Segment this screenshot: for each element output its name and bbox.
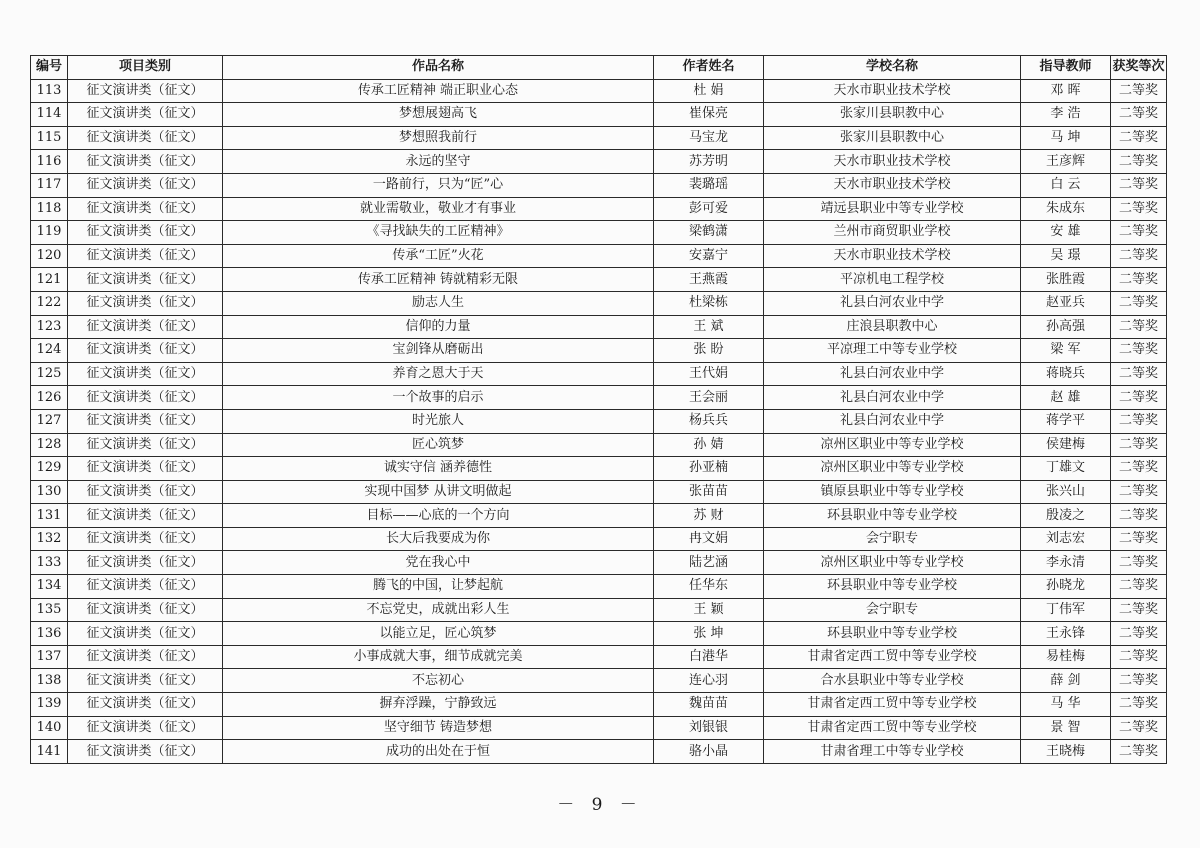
cell-teacher: 赵 雄 <box>1021 386 1111 410</box>
header-category: 项目类别 <box>68 56 223 80</box>
cell-author: 连心羽 <box>654 669 764 693</box>
cell-number: 133 <box>31 551 68 575</box>
cell-category: 征文演讲类（征文） <box>68 716 223 740</box>
cell-category: 征文演讲类（征文） <box>68 79 223 103</box>
cell-author: 白港华 <box>654 645 764 669</box>
cell-work-title: 以能立足，匠心筑梦 <box>223 622 654 646</box>
cell-award: 二等奖 <box>1111 740 1167 764</box>
cell-author: 冉文娟 <box>654 527 764 551</box>
cell-category: 征文演讲类（征文） <box>68 126 223 150</box>
cell-category: 征文演讲类（征文） <box>68 527 223 551</box>
cell-award: 二等奖 <box>1111 409 1167 433</box>
cell-teacher: 丁雄文 <box>1021 457 1111 481</box>
table-row <box>31 480 1167 504</box>
cell-award: 二等奖 <box>1111 386 1167 410</box>
table-row <box>31 221 1167 245</box>
cell-author: 王会丽 <box>654 386 764 410</box>
cell-category: 征文演讲类（征文） <box>68 409 223 433</box>
cell-category: 征文演讲类（征文） <box>68 291 223 315</box>
cell-author: 张 坤 <box>654 622 764 646</box>
cell-number: 113 <box>31 79 68 103</box>
cell-school: 天水市职业技术学校 <box>764 79 1021 103</box>
cell-number: 124 <box>31 339 68 363</box>
cell-school: 甘肃省定西工贸中等专业学校 <box>764 645 1021 669</box>
cell-teacher: 安 雄 <box>1021 221 1111 245</box>
cell-number: 140 <box>31 716 68 740</box>
header-award: 获奖等次 <box>1111 56 1167 80</box>
cell-author: 裴璐瑶 <box>654 173 764 197</box>
cell-award: 二等奖 <box>1111 221 1167 245</box>
cell-school: 天水市职业技术学校 <box>764 150 1021 174</box>
cell-school: 兰州市商贸职业学校 <box>764 221 1021 245</box>
awards-table <box>30 55 1167 764</box>
cell-author: 杜 娟 <box>654 79 764 103</box>
cell-author: 任华东 <box>654 575 764 599</box>
cell-school: 合水县职业中等专业学校 <box>764 669 1021 693</box>
cell-work-title: 不忘初心 <box>223 669 654 693</box>
cell-award: 二等奖 <box>1111 291 1167 315</box>
cell-author: 孙 婧 <box>654 433 764 457</box>
cell-school: 凉州区职业中等专业学校 <box>764 551 1021 575</box>
cell-work-title: 长大后我要成为你 <box>223 527 654 551</box>
cell-school: 平凉机电工程学校 <box>764 268 1021 292</box>
cell-award: 二等奖 <box>1111 362 1167 386</box>
cell-work-title: 宝剑锋从磨砺出 <box>223 339 654 363</box>
cell-work-title: 党在我心中 <box>223 551 654 575</box>
cell-work-title: 腾飞的中国，让梦起航 <box>223 575 654 599</box>
cell-school: 会宁职专 <box>764 527 1021 551</box>
table-row <box>31 126 1167 150</box>
cell-author: 王 颖 <box>654 598 764 622</box>
cell-teacher: 马 华 <box>1021 693 1111 717</box>
cell-award: 二等奖 <box>1111 268 1167 292</box>
table-row <box>31 433 1167 457</box>
cell-teacher: 薛 剑 <box>1021 669 1111 693</box>
table-row <box>31 315 1167 339</box>
cell-teacher: 白 云 <box>1021 173 1111 197</box>
cell-number: 129 <box>31 457 68 481</box>
cell-award: 二等奖 <box>1111 527 1167 551</box>
cell-award: 二等奖 <box>1111 339 1167 363</box>
cell-work-title: 匠心筑梦 <box>223 433 654 457</box>
table-row <box>31 103 1167 127</box>
cell-teacher: 殷凌之 <box>1021 504 1111 528</box>
cell-number: 132 <box>31 527 68 551</box>
cell-work-title: 传承工匠精神 端正职业心态 <box>223 79 654 103</box>
cell-teacher: 孙晓龙 <box>1021 575 1111 599</box>
cell-work-title: 诚实守信 涵养德性 <box>223 457 654 481</box>
cell-category: 征文演讲类（征文） <box>68 504 223 528</box>
cell-category: 征文演讲类（征文） <box>68 386 223 410</box>
cell-teacher: 马 坤 <box>1021 126 1111 150</box>
cell-category: 征文演讲类（征文） <box>68 150 223 174</box>
cell-work-title: 梦想照我前行 <box>223 126 654 150</box>
cell-number: 127 <box>31 409 68 433</box>
cell-number: 117 <box>31 173 68 197</box>
cell-author: 陆艺涵 <box>654 551 764 575</box>
cell-teacher: 王永锋 <box>1021 622 1111 646</box>
cell-teacher: 孙高强 <box>1021 315 1111 339</box>
cell-work-title: 养育之恩大于天 <box>223 362 654 386</box>
cell-author: 张苗苗 <box>654 480 764 504</box>
cell-category: 征文演讲类（征文） <box>68 669 223 693</box>
cell-number: 118 <box>31 197 68 221</box>
cell-award: 二等奖 <box>1111 504 1167 528</box>
cell-teacher: 张胜霞 <box>1021 268 1111 292</box>
cell-work-title: 目标——心底的一个方向 <box>223 504 654 528</box>
header-teacher: 指导教师 <box>1021 56 1111 80</box>
cell-school: 礼县白河农业中学 <box>764 362 1021 386</box>
cell-work-title: 传承工匠精神 铸就精彩无限 <box>223 268 654 292</box>
cell-category: 征文演讲类（征文） <box>68 740 223 764</box>
cell-number: 126 <box>31 386 68 410</box>
table-row <box>31 740 1167 764</box>
cell-category: 征文演讲类（征文） <box>68 693 223 717</box>
cell-school: 镇原县职业中等专业学校 <box>764 480 1021 504</box>
cell-school: 礼县白河农业中学 <box>764 291 1021 315</box>
table-row <box>31 527 1167 551</box>
cell-school: 甘肃省定西工贸中等专业学校 <box>764 716 1021 740</box>
cell-number: 121 <box>31 268 68 292</box>
cell-school: 环县职业中等专业学校 <box>764 575 1021 599</box>
cell-category: 征文演讲类（征文） <box>68 103 223 127</box>
cell-category: 征文演讲类（征文） <box>68 339 223 363</box>
table-row <box>31 645 1167 669</box>
cell-work-title: 就业需敬业，敬业才有事业 <box>223 197 654 221</box>
table-row <box>31 716 1167 740</box>
table-row <box>31 693 1167 717</box>
cell-number: 137 <box>31 645 68 669</box>
cell-teacher: 李 浩 <box>1021 103 1111 127</box>
cell-author: 杨兵兵 <box>654 409 764 433</box>
cell-school: 会宁职专 <box>764 598 1021 622</box>
cell-author: 彭可爱 <box>654 197 764 221</box>
cell-number: 130 <box>31 480 68 504</box>
table-row <box>31 79 1167 103</box>
cell-school: 礼县白河农业中学 <box>764 409 1021 433</box>
table-row <box>31 504 1167 528</box>
cell-category: 征文演讲类（征文） <box>68 645 223 669</box>
table-row <box>31 622 1167 646</box>
table-row <box>31 197 1167 221</box>
cell-author: 杜梁栋 <box>654 291 764 315</box>
cell-number: 128 <box>31 433 68 457</box>
cell-teacher: 蒋学平 <box>1021 409 1111 433</box>
cell-author: 安嘉宁 <box>654 244 764 268</box>
cell-work-title: 摒弃浮躁，宁静致远 <box>223 693 654 717</box>
table-row <box>31 409 1167 433</box>
cell-number: 116 <box>31 150 68 174</box>
cell-number: 138 <box>31 669 68 693</box>
cell-school: 张家川县职教中心 <box>764 126 1021 150</box>
cell-category: 征文演讲类（征文） <box>68 221 223 245</box>
cell-author: 魏苗苗 <box>654 693 764 717</box>
cell-work-title: 励志人生 <box>223 291 654 315</box>
cell-award: 二等奖 <box>1111 598 1167 622</box>
cell-number: 139 <box>31 693 68 717</box>
cell-teacher: 梁 军 <box>1021 339 1111 363</box>
table-row <box>31 457 1167 481</box>
cell-school: 张家川县职教中心 <box>764 103 1021 127</box>
cell-teacher: 赵亚兵 <box>1021 291 1111 315</box>
cell-author: 苏芳明 <box>654 150 764 174</box>
cell-category: 征文演讲类（征文） <box>68 622 223 646</box>
cell-number: 119 <box>31 221 68 245</box>
cell-school: 礼县白河农业中学 <box>764 386 1021 410</box>
cell-author: 苏 财 <box>654 504 764 528</box>
cell-teacher: 易桂梅 <box>1021 645 1111 669</box>
table-row <box>31 244 1167 268</box>
cell-award: 二等奖 <box>1111 433 1167 457</box>
cell-author: 梁鹤潇 <box>654 221 764 245</box>
table-row <box>31 291 1167 315</box>
cell-teacher: 李永清 <box>1021 551 1111 575</box>
cell-number: 115 <box>31 126 68 150</box>
cell-category: 征文演讲类（征文） <box>68 433 223 457</box>
cell-number: 123 <box>31 315 68 339</box>
cell-award: 二等奖 <box>1111 575 1167 599</box>
table-row <box>31 150 1167 174</box>
cell-author: 王代娟 <box>654 362 764 386</box>
cell-author: 崔保亮 <box>654 103 764 127</box>
cell-award: 二等奖 <box>1111 551 1167 575</box>
cell-work-title: 小事成就大事，细节成就完美 <box>223 645 654 669</box>
cell-number: 120 <box>31 244 68 268</box>
table-row <box>31 575 1167 599</box>
cell-work-title: 信仰的力量 <box>223 315 654 339</box>
header-work-title: 作品名称 <box>223 56 654 80</box>
cell-teacher: 景 智 <box>1021 716 1111 740</box>
cell-category: 征文演讲类（征文） <box>68 457 223 481</box>
cell-category: 征文演讲类（征文） <box>68 575 223 599</box>
cell-work-title: 传承“工匠”火花 <box>223 244 654 268</box>
cell-number: 114 <box>31 103 68 127</box>
cell-number: 136 <box>31 622 68 646</box>
header-school: 学校名称 <box>764 56 1021 80</box>
cell-school: 环县职业中等专业学校 <box>764 622 1021 646</box>
cell-category: 征文演讲类（征文） <box>68 598 223 622</box>
cell-school: 平凉理工中等专业学校 <box>764 339 1021 363</box>
cell-work-title: 成功的出处在于恒 <box>223 740 654 764</box>
cell-teacher: 王晓梅 <box>1021 740 1111 764</box>
cell-author: 马宝龙 <box>654 126 764 150</box>
table-row <box>31 551 1167 575</box>
cell-category: 征文演讲类（征文） <box>68 480 223 504</box>
cell-work-title: 一个故事的启示 <box>223 386 654 410</box>
cell-award: 二等奖 <box>1111 669 1167 693</box>
cell-number: 134 <box>31 575 68 599</box>
cell-category: 征文演讲类（征文） <box>68 551 223 575</box>
table-body <box>31 79 1167 763</box>
table-row <box>31 598 1167 622</box>
cell-author: 刘银银 <box>654 716 764 740</box>
cell-work-title: 一路前行，只为“匠”心 <box>223 173 654 197</box>
cell-award: 二等奖 <box>1111 244 1167 268</box>
cell-teacher: 侯建梅 <box>1021 433 1111 457</box>
table-row <box>31 386 1167 410</box>
cell-category: 征文演讲类（征文） <box>68 197 223 221</box>
cell-author: 王 斌 <box>654 315 764 339</box>
cell-school: 庄浪县职教中心 <box>764 315 1021 339</box>
cell-award: 二等奖 <box>1111 716 1167 740</box>
cell-school: 甘肃省理工中等专业学校 <box>764 740 1021 764</box>
cell-work-title: 永远的坚守 <box>223 150 654 174</box>
cell-award: 二等奖 <box>1111 150 1167 174</box>
cell-author: 孙亚楠 <box>654 457 764 481</box>
table-row <box>31 669 1167 693</box>
cell-number: 131 <box>31 504 68 528</box>
cell-award: 二等奖 <box>1111 173 1167 197</box>
cell-category: 征文演讲类（征文） <box>68 268 223 292</box>
cell-teacher: 朱成东 <box>1021 197 1111 221</box>
cell-number: 122 <box>31 291 68 315</box>
cell-work-title: 不忘党史，成就出彩人生 <box>223 598 654 622</box>
cell-award: 二等奖 <box>1111 79 1167 103</box>
cell-school: 环县职业中等专业学校 <box>764 504 1021 528</box>
cell-author: 王燕霞 <box>654 268 764 292</box>
cell-award: 二等奖 <box>1111 645 1167 669</box>
table-header-row <box>31 56 1167 80</box>
cell-award: 二等奖 <box>1111 126 1167 150</box>
cell-school: 甘肃省定西工贸中等专业学校 <box>764 693 1021 717</box>
cell-teacher: 刘志宏 <box>1021 527 1111 551</box>
cell-number: 125 <box>31 362 68 386</box>
cell-work-title: 《寻找缺失的工匠精神》 <box>223 221 654 245</box>
cell-teacher: 王彦辉 <box>1021 150 1111 174</box>
cell-teacher: 张兴山 <box>1021 480 1111 504</box>
page-number: － 9 － <box>557 795 643 815</box>
cell-category: 征文演讲类（征文） <box>68 244 223 268</box>
header-author: 作者姓名 <box>654 56 764 80</box>
cell-number: 135 <box>31 598 68 622</box>
table-row <box>31 362 1167 386</box>
cell-award: 二等奖 <box>1111 693 1167 717</box>
cell-award: 二等奖 <box>1111 315 1167 339</box>
cell-teacher: 邓 晖 <box>1021 79 1111 103</box>
header-number: 编号 <box>31 56 68 80</box>
cell-number: 141 <box>31 740 68 764</box>
cell-work-title: 梦想展翅高飞 <box>223 103 654 127</box>
cell-award: 二等奖 <box>1111 457 1167 481</box>
cell-author: 张 盼 <box>654 339 764 363</box>
cell-category: 征文演讲类（征文） <box>68 173 223 197</box>
table-row <box>31 339 1167 363</box>
cell-work-title: 实现中国梦 从讲文明做起 <box>223 480 654 504</box>
cell-author: 骆小晶 <box>654 740 764 764</box>
cell-award: 二等奖 <box>1111 480 1167 504</box>
cell-work-title: 时光旅人 <box>223 409 654 433</box>
cell-award: 二等奖 <box>1111 622 1167 646</box>
cell-teacher: 蒋晓兵 <box>1021 362 1111 386</box>
cell-work-title: 坚守细节 铸造梦想 <box>223 716 654 740</box>
cell-teacher: 丁伟军 <box>1021 598 1111 622</box>
cell-school: 天水市职业技术学校 <box>764 173 1021 197</box>
cell-category: 征文演讲类（征文） <box>68 362 223 386</box>
cell-teacher: 吴 璟 <box>1021 244 1111 268</box>
cell-school: 凉州区职业中等专业学校 <box>764 433 1021 457</box>
cell-award: 二等奖 <box>1111 197 1167 221</box>
table-row <box>31 268 1167 292</box>
cell-school: 靖远县职业中等专业学校 <box>764 197 1021 221</box>
cell-award: 二等奖 <box>1111 103 1167 127</box>
cell-school: 凉州区职业中等专业学校 <box>764 457 1021 481</box>
cell-category: 征文演讲类（征文） <box>68 315 223 339</box>
table-row <box>31 173 1167 197</box>
cell-school: 天水市职业技术学校 <box>764 244 1021 268</box>
